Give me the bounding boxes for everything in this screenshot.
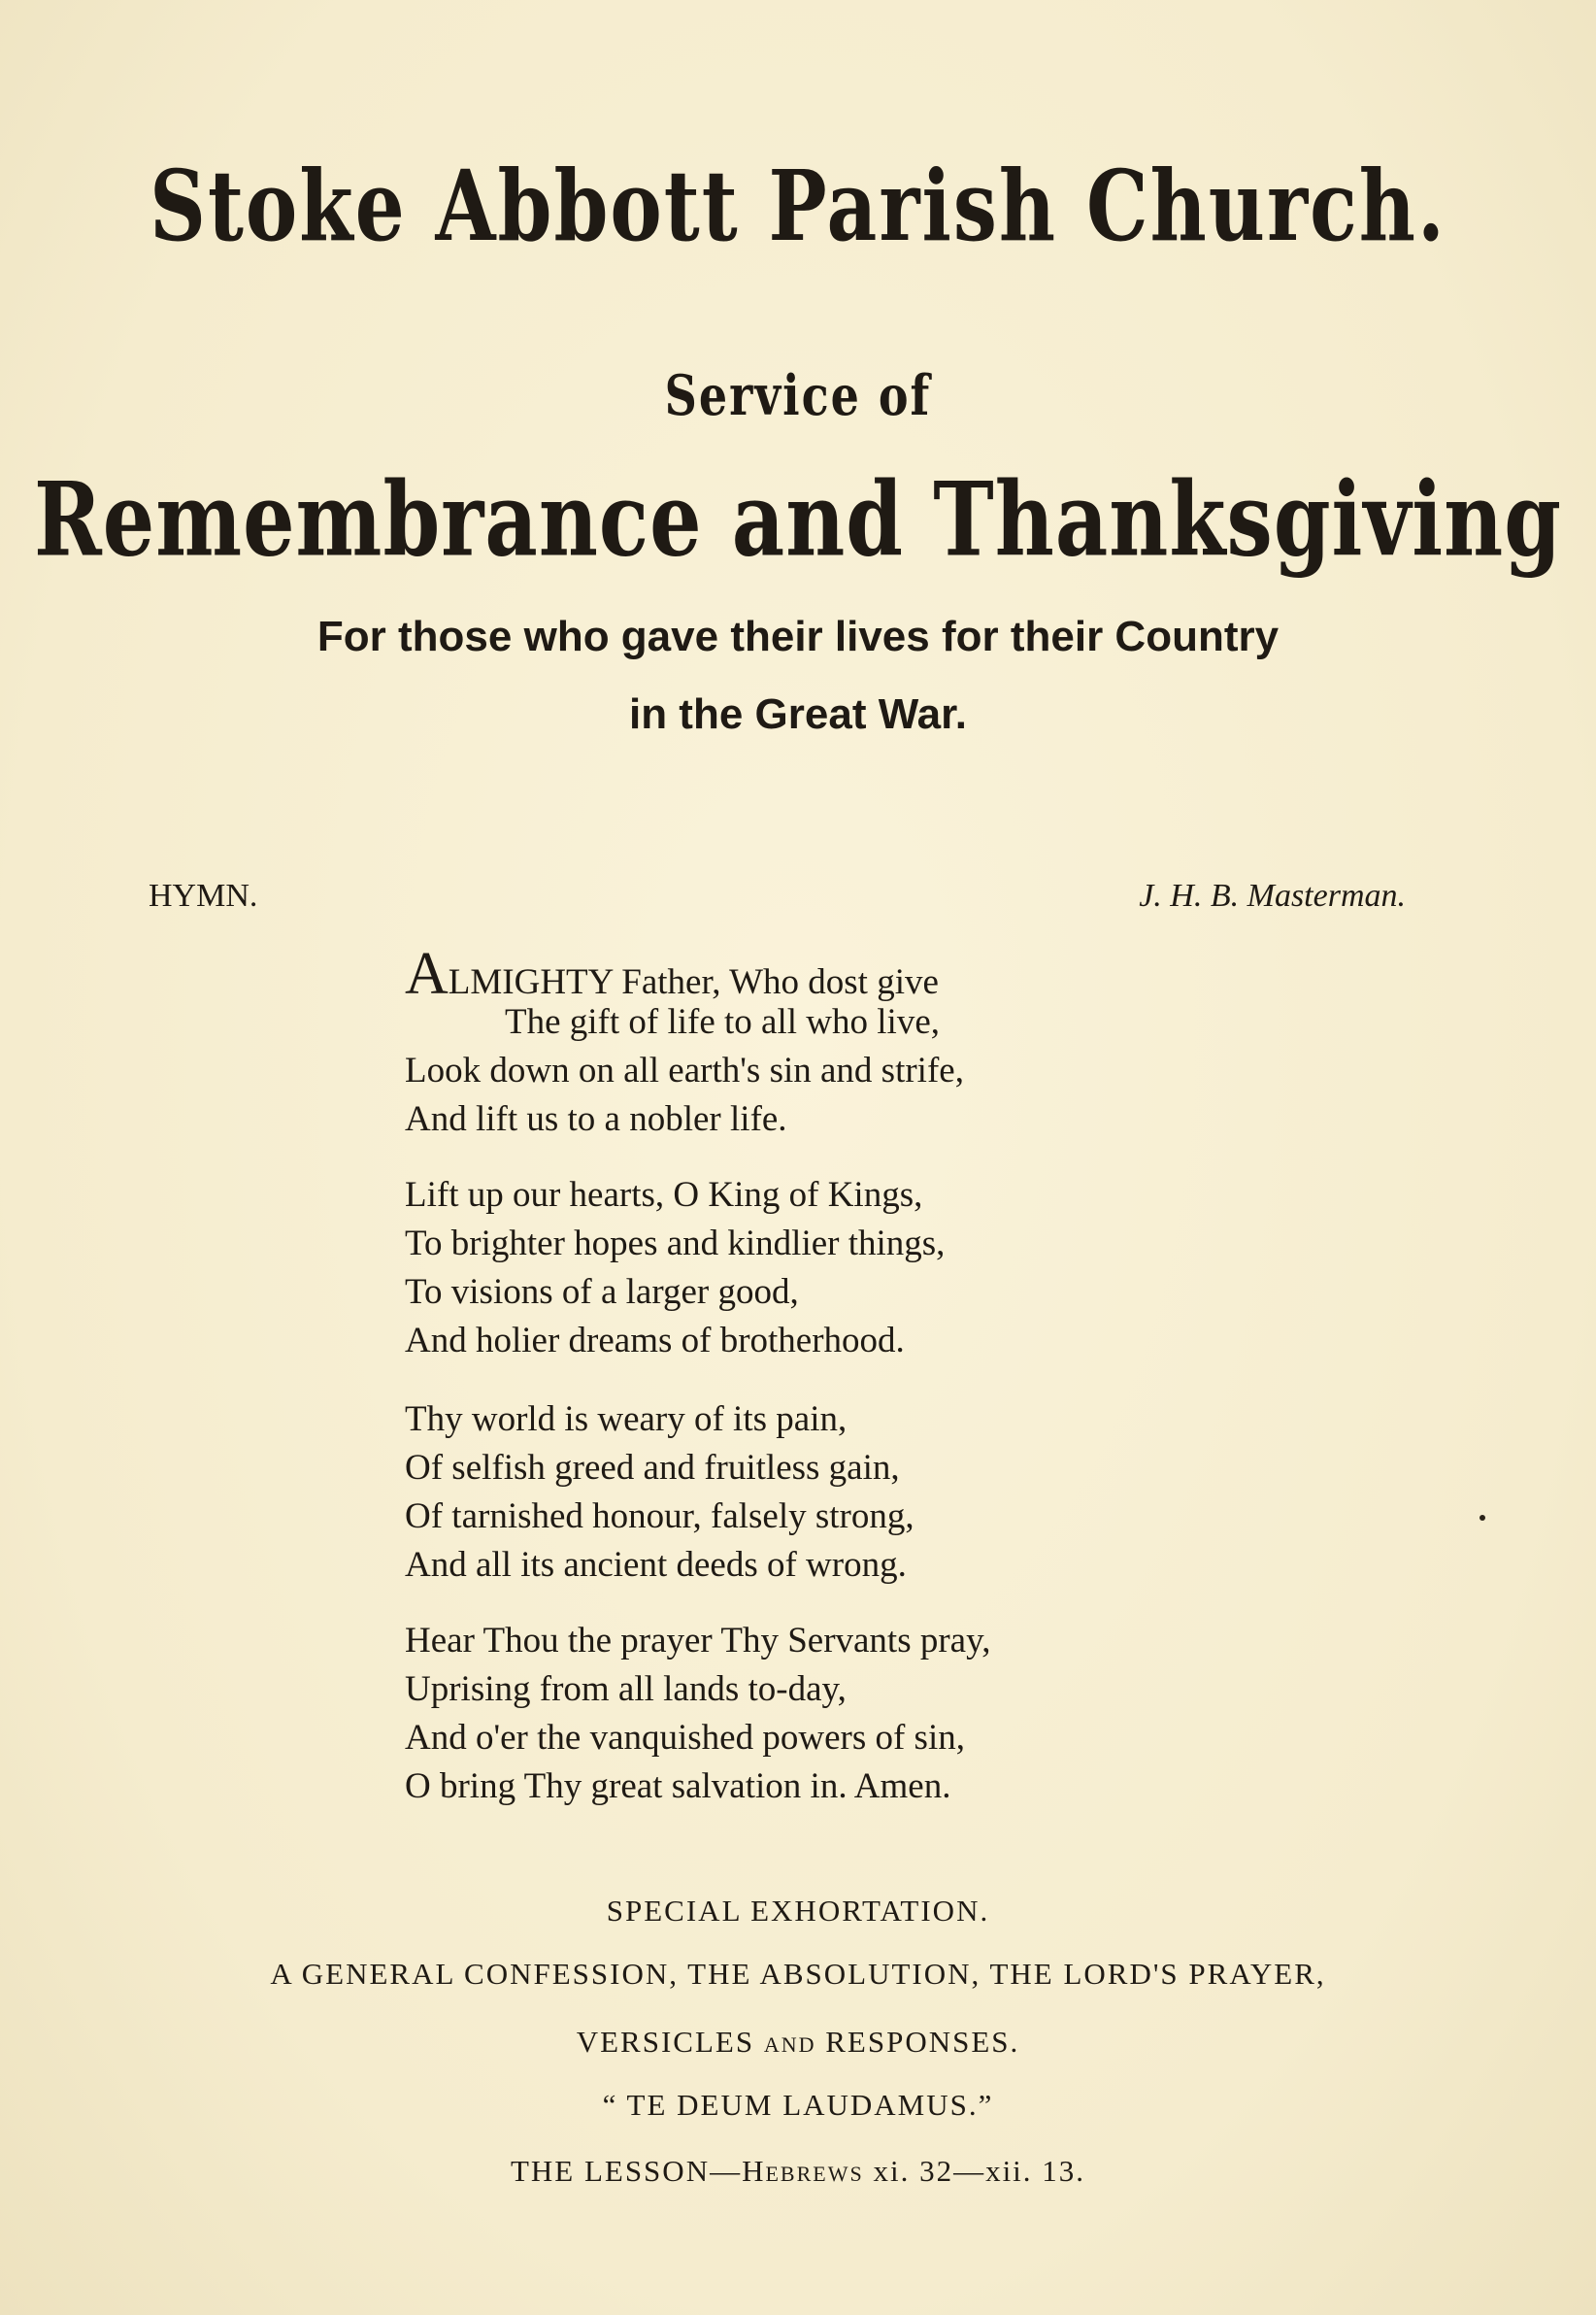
versicles-and-responses	[0, 2025, 1596, 2060]
verse-line: And o'er the vanquished powers of sin,	[405, 1718, 965, 1758]
verse-line: The gift of life to all who live,	[505, 1002, 940, 1042]
verse-line: Hear Thou the prayer Thy Servants pray,	[405, 1621, 991, 1661]
service-of-heading: Service of	[664, 362, 932, 428]
hymn-verse-3	[405, 1395, 914, 1590]
responses-text: RESPONSES.	[825, 2025, 1020, 2059]
lesson-book: Hebrews	[742, 2154, 864, 2188]
confession-absolution-prayer: A GENERAL CONFESSION, THE ABSOLUTION, THE LORD'S PRAYER,	[270, 1957, 1326, 1991]
verse-line: To visions of a larger good,	[405, 1272, 799, 1312]
verse-line: Lift up our hearts, O King of Kings,	[405, 1175, 923, 1215]
dedication-line-2: in the Great War.	[628, 690, 967, 738]
lesson-line	[0, 2154, 1596, 2189]
hymn-verse-1	[405, 941, 964, 1144]
paper-speck	[1480, 1515, 1485, 1521]
versicles-text: VERSICLES	[576, 2025, 755, 2059]
drop-cap: A	[405, 941, 449, 1007]
special-exhortation: SPECIAL EXHORTATION.	[606, 1894, 990, 1928]
dedication-line-1: For those who gave their lives for their Country	[316, 613, 1280, 660]
lesson-reference: xi. 32—xii. 13.	[873, 2154, 1086, 2188]
service-title: Remembrance and Thanksgiving	[33, 458, 1562, 580]
verse-line: Of selfish greed and fruitless gain,	[405, 1448, 900, 1488]
and-word: and	[763, 2025, 816, 2059]
verse-line: Uprising from all lands to-day,	[405, 1669, 847, 1709]
hymn-author: J. H. B. Masterman.	[1139, 878, 1406, 914]
church-title: Stoke Abbott Parish Church.	[150, 149, 1446, 263]
verse-line	[405, 941, 964, 1007]
hymn-verse-4	[405, 1617, 990, 1811]
verse-line: To brighter hopes and kindlier things,	[405, 1224, 946, 1263]
verse-line: O bring Thy great salvation in. Amen.	[405, 1766, 951, 1806]
hymn-verse-2	[405, 1171, 945, 1365]
verse-line: Look down on all earth's sin and strife,	[405, 1051, 964, 1090]
verse-line: And lift us to a nobler life.	[405, 1099, 787, 1139]
verse-line: And holier dreams of brotherhood.	[405, 1321, 905, 1360]
te-deum: “ TE DEUM LAUDAMUS.”	[602, 2088, 994, 2122]
verse-line: Of tarnished honour, falsely strong,	[405, 1496, 914, 1536]
verse-line: Thy world is weary of its pain,	[405, 1399, 848, 1439]
verse-line: And all its ancient deeds of wrong.	[405, 1545, 907, 1585]
verse-line-text: LMIGHTY Father, Who dost give	[448, 962, 939, 1002]
lesson-prefix: THE LESSON—	[510, 2154, 743, 2188]
hymn-label: HYMN.	[149, 878, 258, 914]
